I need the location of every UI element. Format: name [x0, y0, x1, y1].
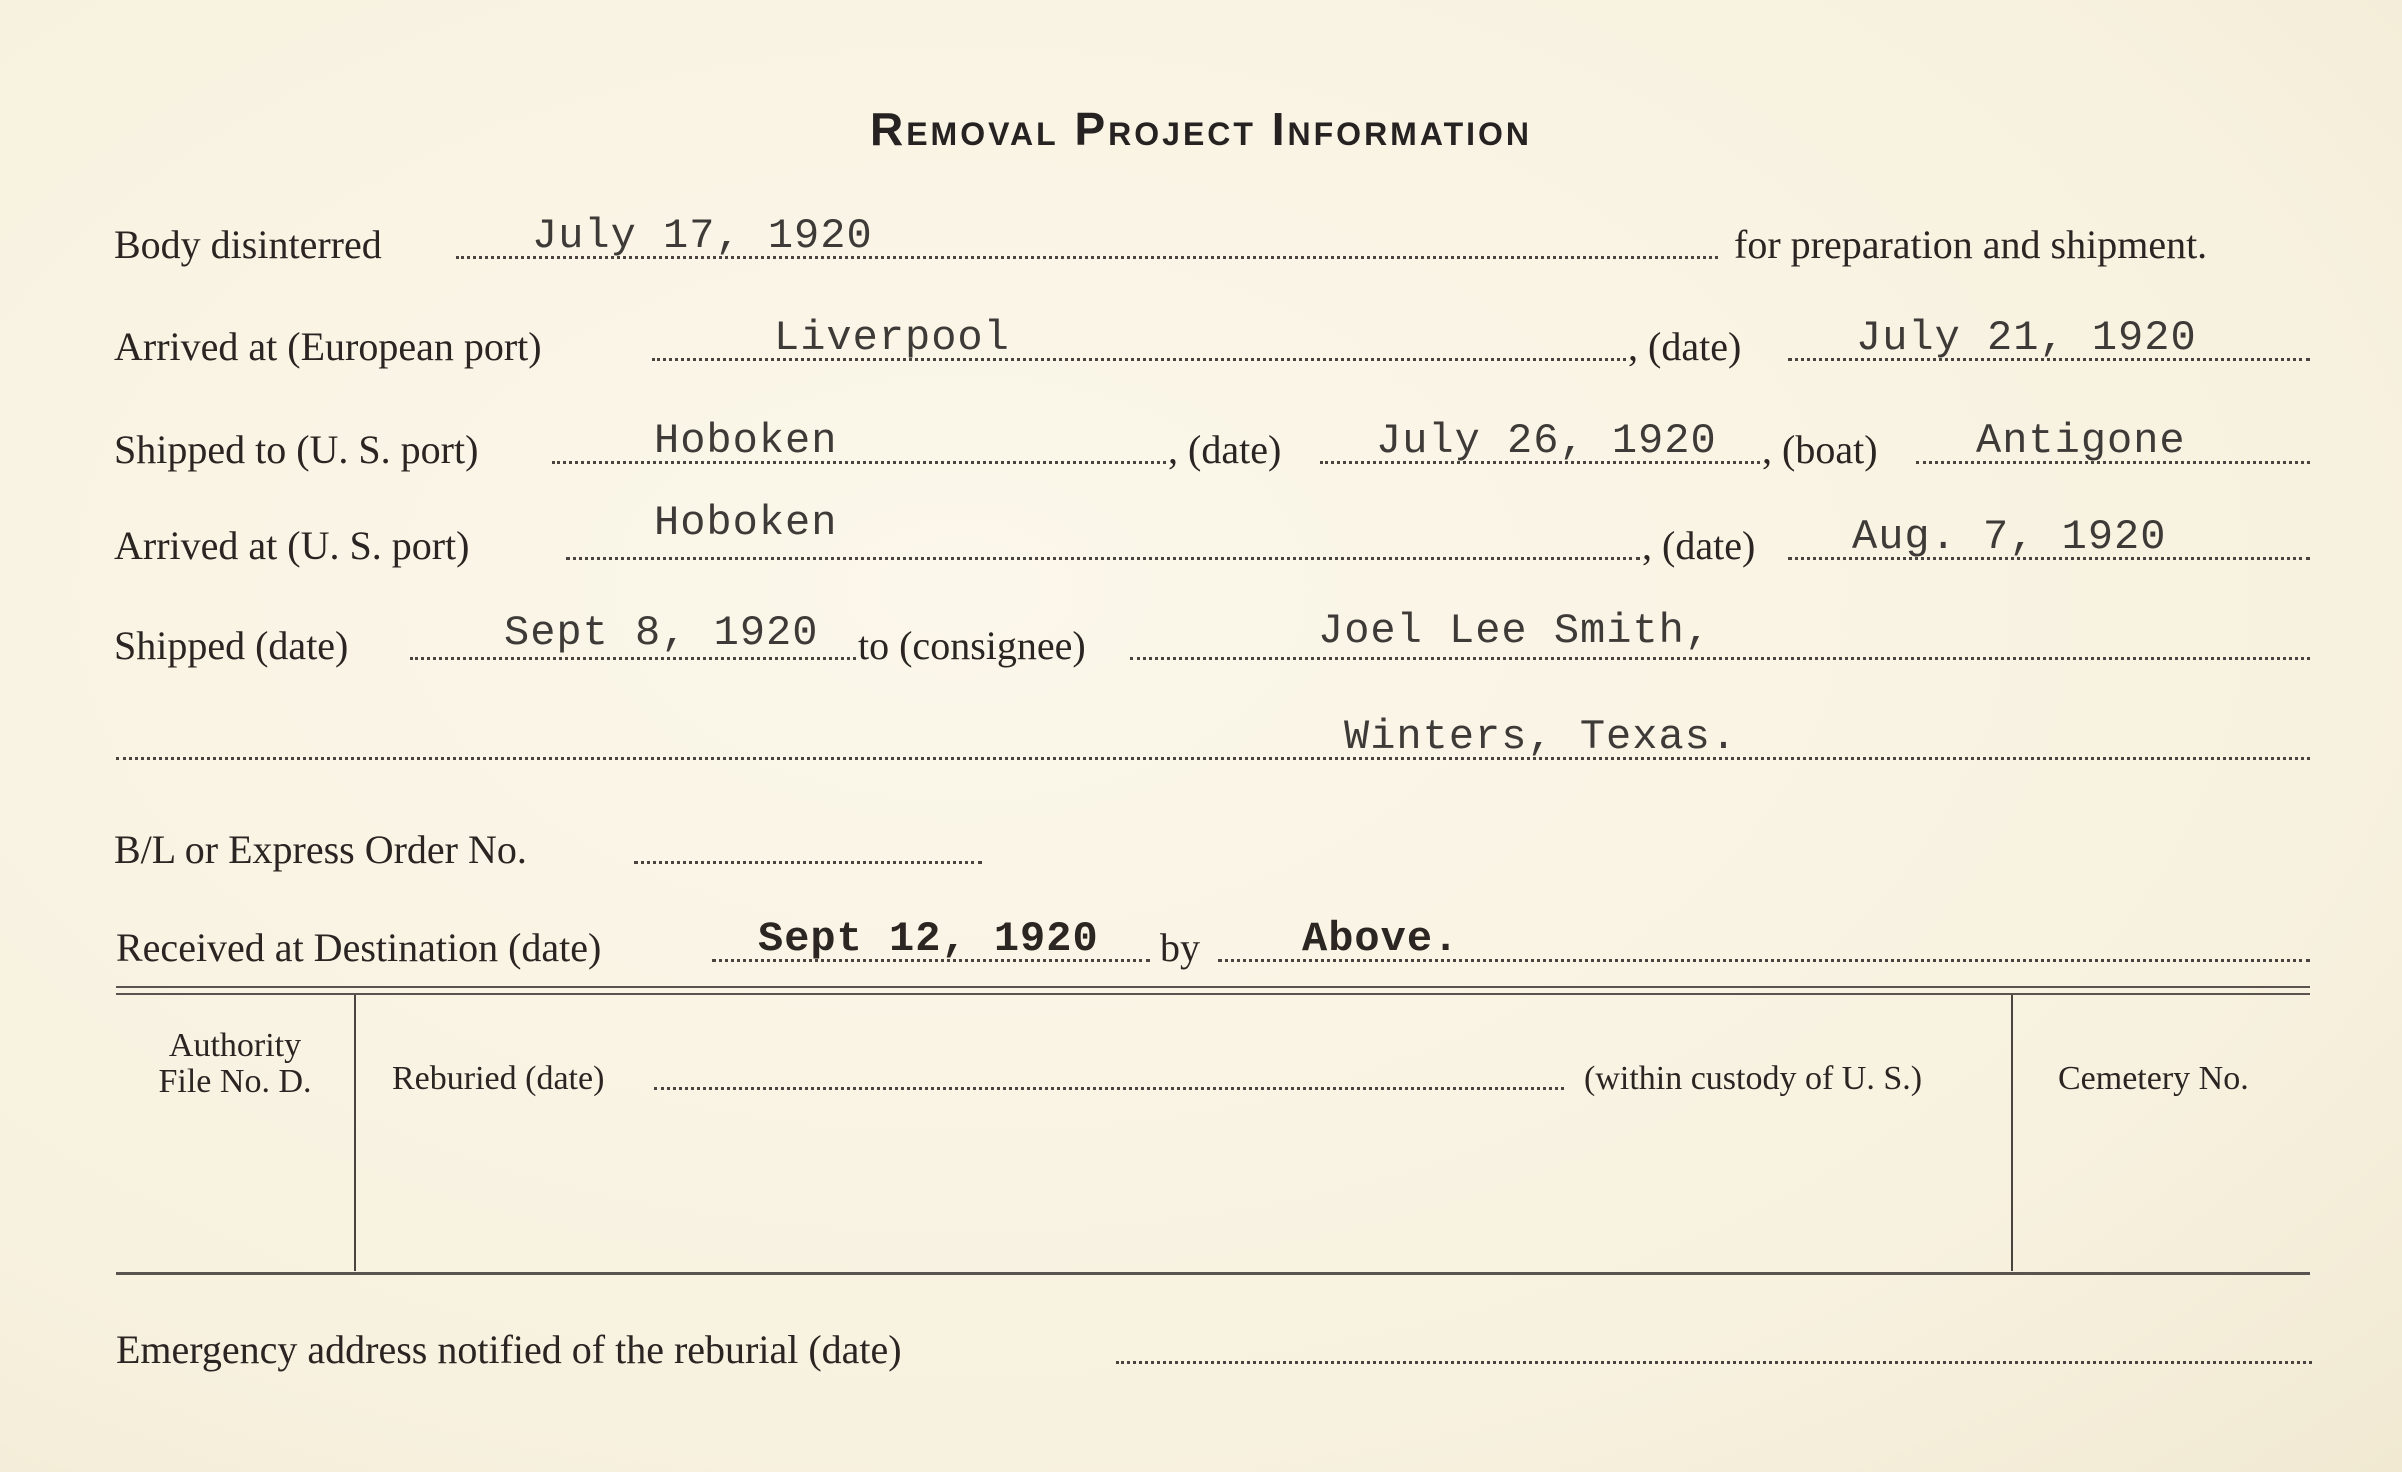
shipped-date-line: [410, 657, 856, 660]
shipped-us-port: Hoboken: [654, 417, 838, 465]
arrived-european-label: Arrived at (European port): [114, 324, 542, 369]
shipped-us-row: [0, 410, 2402, 470]
arrived-us-date-label: , (date): [1642, 523, 1756, 568]
shipped-us-date: July 26, 1920: [1376, 417, 1717, 465]
arrived-european-row: [0, 307, 2402, 367]
received-label: Received at Destination (date): [116, 925, 602, 970]
table-top-rule-1: [116, 986, 2310, 988]
arrived-us-port-line: [566, 557, 1640, 560]
emergency-row: [0, 1310, 2402, 1370]
bl-order-label: B/L or Express Order No.: [114, 827, 527, 872]
shipped-label: Shipped (date): [114, 623, 349, 668]
authority-line2: File No. D.: [158, 1062, 312, 1100]
arrived-us-date: Aug. 7, 1920: [1852, 513, 2167, 561]
received-date: Sept 12, 1920: [758, 915, 1099, 963]
arrived-us-label: Arrived at (U. S. port): [114, 523, 470, 568]
page-title: Removal Project Information: [869, 103, 1533, 155]
received-by: Above.: [1302, 915, 1460, 963]
arrived-us-row: [0, 499, 2402, 568]
arrived-european-port: Liverpool: [774, 314, 1010, 362]
consignee-address: Winters, Texas.: [1344, 713, 1738, 761]
shipped-us-date-label: , (date): [1168, 427, 1282, 472]
table-divider-left: [354, 995, 356, 1271]
arrived-us-port: Hoboken: [654, 499, 838, 547]
cemetery-label: Cemetery No.: [2058, 1060, 2249, 1097]
arrived-european-date: July 21, 1920: [1856, 314, 2197, 362]
table-divider-right: [2011, 995, 2013, 1271]
body-disinterred-row: [0, 205, 2402, 265]
consignee-label: to (consignee): [858, 623, 1086, 668]
consignee-line: [1130, 657, 2310, 660]
shipped-us-boat: Antigone: [1976, 417, 2186, 465]
consignee-address-row: [0, 706, 2402, 766]
reburied-line: [654, 1087, 1564, 1090]
bl-order-row: [0, 810, 2402, 870]
body-disinterred-suffix: for preparation and shipment.: [1734, 222, 2208, 267]
consignee-name: Joel Lee Smith,: [1318, 607, 1712, 655]
bl-order-line: [634, 861, 982, 864]
body-disinterred-label: Body disinterred: [114, 222, 382, 267]
arrived-european-date-label: , (date): [1628, 324, 1742, 369]
custody-label: (within custody of U. S.): [1584, 1060, 1923, 1097]
shipped-date: Sept 8, 1920: [504, 609, 819, 657]
table-bottom-rule: [116, 1272, 2310, 1275]
emergency-label: Emergency address notified of the reburial (date): [116, 1327, 902, 1372]
reburied-label: Reburied (date): [392, 1060, 605, 1097]
shipped-us-port-line: [552, 461, 1166, 464]
consignee-address-line: [116, 757, 2310, 760]
received-by-label: by: [1160, 925, 1200, 970]
body-disinterred-value: July 17, 1920: [532, 212, 873, 260]
reburied-row: [0, 1040, 2402, 1096]
authority-line1: Authority: [168, 1027, 302, 1064]
shipped-us-label: Shipped to (U. S. port): [114, 427, 479, 472]
received-row: [0, 908, 2402, 968]
shipped-row: [0, 606, 2402, 666]
emergency-line: [1116, 1361, 2312, 1364]
shipped-us-boat-label: , (boat): [1762, 427, 1878, 472]
table-top-rule-2: [116, 993, 2310, 995]
